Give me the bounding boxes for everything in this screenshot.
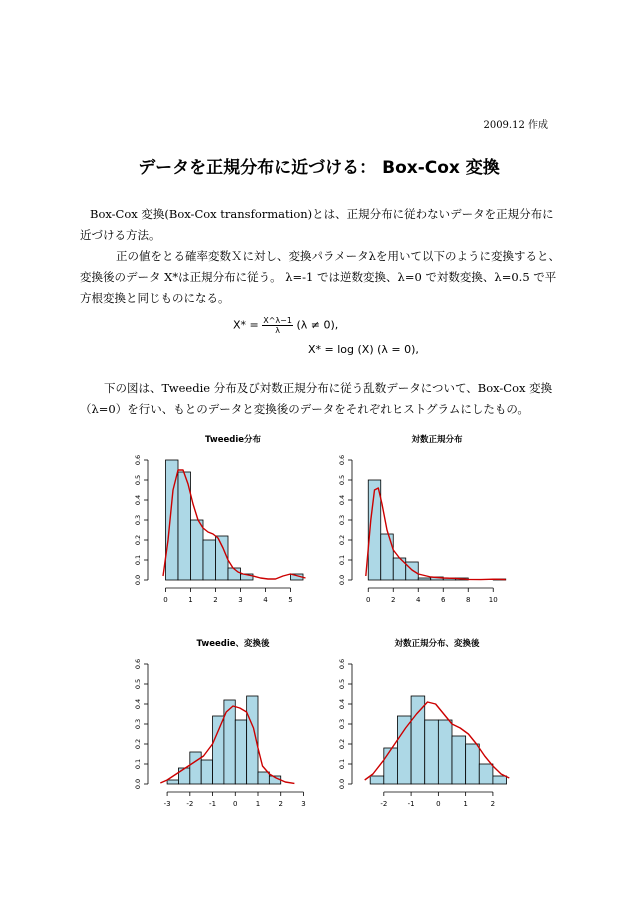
y-tick-label: 0.6 <box>134 658 142 670</box>
x-tick-label: 3 <box>301 800 306 808</box>
histogram-bar <box>452 736 466 784</box>
chart-title: 対数正規分布、変換後 <box>394 639 480 649</box>
y-tick-label: 0.1 <box>338 758 346 770</box>
x-tick-label: -3 <box>163 800 171 808</box>
y-tick-label: 0.3 <box>338 514 346 526</box>
chart-title: Tweedie、変換後 <box>196 639 270 649</box>
y-tick-label: 0.4 <box>338 698 346 710</box>
histogram-bar <box>411 696 425 784</box>
chart-title: Tweedie分布 <box>204 435 262 445</box>
y-tick-label: 0.4 <box>134 698 142 710</box>
x-tick-label: 4 <box>263 596 268 604</box>
histogram-bar <box>213 716 224 784</box>
histogram-bar <box>493 776 507 784</box>
x-tick-label: 2 <box>490 800 496 808</box>
histogram-bar <box>384 748 398 784</box>
figure-description: 下の図は、Tweedie 分布及び対数正規分布に従う乱数データについて、Box-Cox 変換（λ=0）を行い、もとのデータと変換後のデータをそれぞれヒストグラムにしたもの。 <box>80 381 553 416</box>
histogram-bar <box>201 760 212 784</box>
x-tick-label: 0 <box>366 596 371 604</box>
histogram-bar <box>418 578 431 580</box>
y-tick-label: 0.6 <box>338 658 346 670</box>
x-tick-label: -1 <box>407 800 415 808</box>
histogram-bar <box>381 534 394 580</box>
histogram-bar <box>167 780 178 784</box>
y-tick-label: 0.2 <box>338 738 346 750</box>
histogram-bar <box>235 720 246 784</box>
y-tick-label: 0.6 <box>338 454 346 466</box>
y-tick-label: 0.5 <box>134 678 142 690</box>
x-tick-label: -2 <box>380 800 388 808</box>
x-tick-label: 3 <box>238 596 243 604</box>
x-tick-label: 1 <box>463 800 468 808</box>
equation-lhs: X* = <box>233 318 259 332</box>
x-tick-label: 6 <box>441 596 446 604</box>
chart-lognormal-transformed <box>294 634 534 816</box>
histogram-bar <box>479 764 493 784</box>
x-tick-label: -1 <box>209 800 217 808</box>
x-tick-label: 0 <box>436 800 441 808</box>
y-tick-label: 0.3 <box>338 718 346 730</box>
x-tick-label: 2 <box>391 596 396 604</box>
y-tick-label: 0.1 <box>134 554 142 566</box>
y-tick-label: 0.3 <box>134 718 142 730</box>
chart-title: 対数正規分布 <box>411 435 463 445</box>
y-tick-label: 0.5 <box>134 474 142 486</box>
x-tick-label: 2 <box>213 596 218 604</box>
y-tick-label: 0.2 <box>338 534 346 546</box>
y-tick-label: 0.1 <box>134 758 142 770</box>
y-tick-label: 0.0 <box>338 574 346 586</box>
y-tick-label: 0.0 <box>134 574 142 586</box>
intro-paragraph: Box-Cox 変換(Box-Cox transformation)とは、正規分布に従わないデータを正規分布に近づける方法。 <box>80 207 554 242</box>
y-tick-label: 0.3 <box>134 514 142 526</box>
histogram-bar <box>370 776 384 784</box>
y-tick-label: 0.5 <box>338 678 346 690</box>
histogram-bar <box>258 772 269 784</box>
definition-paragraph: 正の値をとる確率変数Ｘに対し、変換パラメータλを用いて以下のように変換すると、変換後のデータ X*は正規分布に従う。 λ=-1 では逆数変換、λ=0 で対数変換、λ=0.5 で平方根変換と同じものになる。 <box>80 249 560 305</box>
creation-date: 2009.12 作成 <box>483 120 548 131</box>
y-tick-label: 0.2 <box>134 534 142 546</box>
x-tick-label: 0 <box>233 800 238 808</box>
x-tick-label: 1 <box>188 596 193 604</box>
histogram-bar <box>397 716 411 784</box>
x-tick-label: 1 <box>255 800 261 808</box>
histogram-bar <box>406 562 419 580</box>
histogram-bar <box>190 752 201 784</box>
equation-condition: (λ ≠ 0), <box>296 318 339 332</box>
histogram-bar <box>203 540 216 580</box>
y-tick-label: 0.5 <box>338 474 346 486</box>
chart-lognormal <box>294 430 534 612</box>
page-title: データを正規分布に近づける： Box-Cox 変換 <box>138 158 500 178</box>
x-tick-label: -2 <box>186 800 194 808</box>
equation-lambda-nonzero <box>233 316 338 335</box>
equation-lambda-zero: X* = log (X) (λ = 0), <box>308 343 419 356</box>
histogram-bar <box>466 744 480 784</box>
histogram-bar <box>178 768 189 784</box>
histogram-bar <box>216 536 229 580</box>
x-tick-label: 0 <box>163 596 168 604</box>
y-tick-label: 0.1 <box>338 554 346 566</box>
histogram-bar <box>438 720 452 784</box>
y-tick-label: 0.2 <box>134 738 142 750</box>
x-tick-label: 2 <box>278 800 283 808</box>
y-tick-label: 0.6 <box>134 454 142 466</box>
y-tick-label: 0.4 <box>134 494 142 506</box>
equation-fraction <box>262 316 293 335</box>
histogram-bar <box>425 720 439 784</box>
y-tick-label: 0.4 <box>338 494 346 506</box>
y-tick-label: 0.0 <box>134 778 142 790</box>
fraction-numerator: X^λ−1 <box>263 316 292 325</box>
x-tick-label: 10 <box>488 596 498 604</box>
x-tick-label: 5 <box>288 596 293 604</box>
x-tick-label: 4 <box>416 596 421 604</box>
x-tick-label: 8 <box>466 596 471 604</box>
histogram-bar <box>191 520 204 580</box>
fraction-denominator: λ <box>275 326 280 335</box>
y-tick-label: 0.0 <box>338 778 346 790</box>
